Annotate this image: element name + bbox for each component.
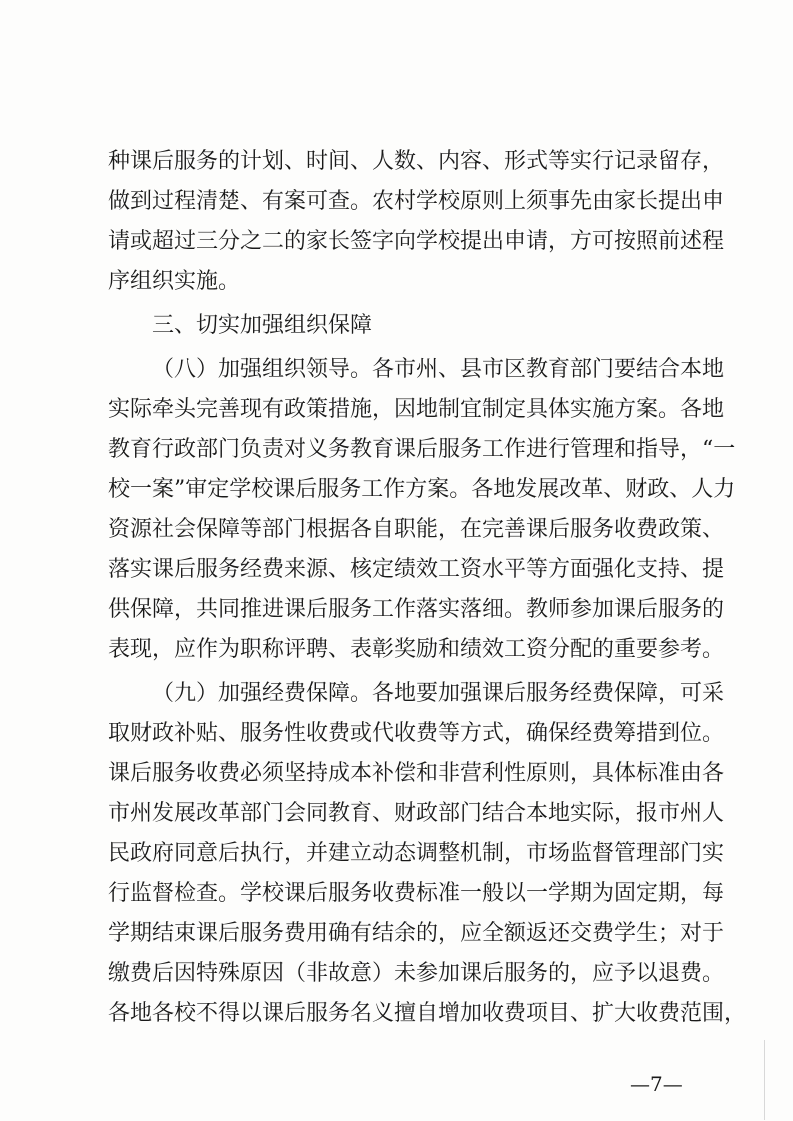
paragraph-8-line: 实际牵头完善现有政策措施，因地制宜制定具体实施方案。各地 [108, 397, 725, 422]
paragraph-8-line: 表现，应作为职称评聘、表彰奖励和绩效工资分配的重要参考。 [108, 637, 725, 662]
scan-edge-mark [764, 1040, 765, 1120]
paragraph-9-line: 行监督检查。学校课后服务收费标准一般以一学期为固定期，每 [108, 881, 725, 906]
text-line: 种课后服务的计划、时间、人数、内容、形式等实行记录留存， [108, 149, 725, 174]
paragraph-9-line: （九）加强经费保障。各地要加强课后服务经费保障，可采 [152, 681, 725, 706]
text-line: 做到过程清楚、有案可查。农村学校原则上须事先由家长提出申 [108, 189, 725, 214]
text-line: 请或超过三分之二的家长签字向学校提出申请，方可按照前述程 [108, 229, 725, 254]
paragraph-9-line: 缴费后因特殊原因（非故意）未参加课后服务的，应予以退费。 [108, 961, 725, 986]
paragraph-9-line: 学期结束课后服务费用确有结余的，应全额返还交费学生；对于 [108, 921, 725, 946]
paragraph-8-line: 落实课后服务经费来源、核定绩效工资水平等方面强化支持、提 [108, 557, 725, 582]
paragraph-8-line: 校一案”审定学校课后服务工作方案。各地发展改革、财政、人力 [108, 477, 736, 502]
paragraph-8-line: 资源社会保障等部门根据各自职能，在完善课后服务收费政策、 [108, 517, 725, 542]
paragraph-8-line: 供保障，共同推进课后服务工作落实落细。教师参加课后服务的 [108, 597, 725, 622]
paragraph-8-line: 教育行政部门负责对义务教育课后服务工作进行管理和指导，“一 [108, 437, 736, 462]
paragraph-9-line: 民政府同意后执行，并建立动态调整机制，市场监督管理部门实 [108, 841, 725, 866]
paragraph-9-line: 各地各校不得以课后服务名义擅自增加收费项目、扩大收费范围， [108, 1001, 747, 1026]
paragraph-9-line: 取财政补贴、服务性收费或代收费等方式，确保经费筹措到位。 [108, 721, 725, 746]
section-heading: 三、切实加强组织保障 [152, 313, 373, 338]
paragraph-9-line: 市州发展改革部门会同教育、财政部门结合本地实际，报市州人 [108, 801, 725, 826]
text-line: 序组织实施。 [108, 269, 241, 294]
paragraph-8-line: （八）加强组织领导。各市州、县市区教育部门要结合本地 [152, 357, 725, 382]
paragraph-9-line: 课后服务收费必须坚持成本补偿和非营利性原则，具体标准由各 [108, 761, 725, 786]
page-number: —7— [630, 1072, 683, 1096]
